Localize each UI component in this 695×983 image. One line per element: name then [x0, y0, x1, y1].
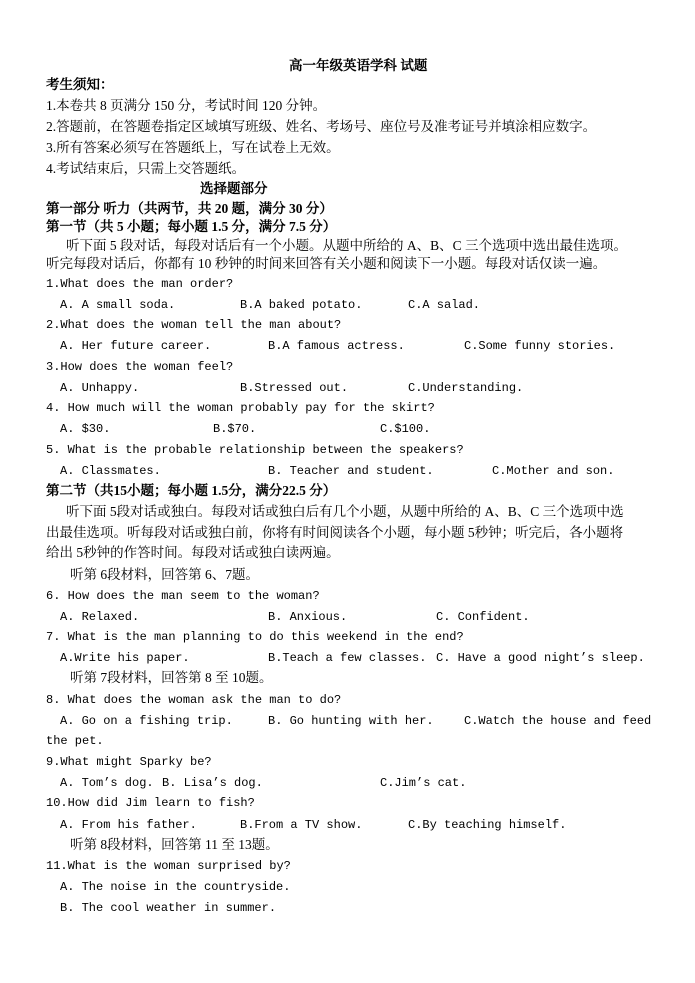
instruction-line: 听完每段对话后，你都有 10 秒钟的时间来回答有关小题和阅读下一小题。每段对话仅读一遍。 [46, 256, 607, 271]
option-c-continuation: the pet. [46, 734, 104, 748]
option-b: B.$70. [213, 422, 257, 436]
option-b: B.From a TV show. [240, 818, 363, 832]
part-heading: 第一部分 听力（共两节，共 20 题，满分 30 分） [46, 201, 333, 216]
option-b: B. The cool weather in summer. [60, 901, 277, 915]
question-stem: 9.What might Sparky be? [46, 755, 212, 769]
option-c: C.Watch the house and feed [464, 714, 652, 728]
material-note: 听第 8段材料，回答第 11 至 13题。 [70, 837, 279, 852]
question-stem: 3.How does the woman feel? [46, 360, 234, 374]
notice-item: 1.本卷共 8 页满分 150 分，考试时间 120 分钟。 [46, 98, 327, 113]
option-c: C.A salad. [408, 298, 481, 312]
instruction-line: 听下面 5段对话或独白。每段对话或独白后有几个小题，从题中所给的 A、B、C 三个选项中选 [66, 504, 624, 519]
option-a: A. Tom’s dog. [60, 776, 154, 790]
option-b: B. Lisa’s dog. [162, 776, 263, 790]
option-a: A. Her future career. [60, 339, 212, 353]
instruction-line: 出最佳选项。听每段对话或独白前，你将有时间阅读各个小题，每小题 5秒钟；听完后，各小题将 [46, 525, 624, 540]
option-a: A. From his father. [60, 818, 197, 832]
question-stem: 8. What does the woman ask the man to do? [46, 693, 342, 707]
option-c: C.Understanding. [408, 381, 524, 395]
section-heading: 选择题部分 [200, 181, 268, 196]
page-title: 高一年级英语学科 试题 [289, 58, 428, 73]
option-a: A. Go on a fishing trip. [60, 714, 233, 728]
option-b: B.A famous actress. [268, 339, 405, 353]
option-c: C. Have a good night’s sleep. [436, 651, 645, 665]
option-b: B.Teach a few classes. [268, 651, 427, 665]
option-b: B.A baked potato. [240, 298, 363, 312]
question-stem: 11.What is the woman surprised by? [46, 859, 291, 873]
question-stem: 5. What is the probable relationship between the speakers? [46, 443, 464, 457]
notice-item: 4.考试结束后，只需上交答题纸。 [46, 161, 246, 176]
notice-item: 2.答题前，在答题卷指定区域填写班级、姓名、考场号、座位号及准考证号并填涂相应数字。 [46, 119, 597, 134]
option-b: B.Stressed out. [240, 381, 349, 395]
notice-heading: 考生须知： [46, 77, 114, 92]
instruction-line: 给出 5秒钟的作答时间。每段对话或独白读两遍。 [46, 545, 340, 560]
option-c: C.Jim’s cat. [380, 776, 467, 790]
material-note: 听第 7段材料，回答第 8 至 10题。 [70, 670, 273, 685]
subsection-heading: 第一节（共 5 小题；每小题 1.5 分，满分 7.5 分） [46, 219, 337, 234]
instruction-line: 听下面 5 段对话，每段对话后有一个小题。从题中所给的 A、B、C 三个选项中选出最佳选项。 [66, 238, 628, 253]
notice-item: 3.所有答案必须写在答题纸上，写在试卷上无效。 [46, 140, 340, 155]
subsection-heading: 第二节（共15小题；每小题 1.5分，满分22.5 分） [46, 483, 337, 498]
option-a: A. Relaxed. [60, 610, 140, 624]
option-c: C.Mother and son. [492, 464, 615, 478]
option-a: A. Unhappy. [60, 381, 140, 395]
question-stem: 10.How did Jim learn to fish? [46, 796, 255, 810]
option-c: C.$100. [380, 422, 431, 436]
option-a: A. The noise in the countryside. [60, 880, 291, 894]
question-stem: 1.What does the man order? [46, 277, 234, 291]
option-a: A.Write his paper. [60, 651, 190, 665]
question-stem: 6. How does the man seem to the woman? [46, 589, 320, 603]
option-b: B. Go hunting with her. [268, 714, 434, 728]
option-c: C. Confident. [436, 610, 530, 624]
option-b: B. Anxious. [268, 610, 348, 624]
material-note: 听第 6段材料，回答第 6、7题。 [70, 567, 259, 582]
option-a: A. Classmates. [60, 464, 161, 478]
option-c: C.By teaching himself. [408, 818, 567, 832]
option-c: C.Some funny stories. [464, 339, 616, 353]
option-b: B. Teacher and student. [268, 464, 434, 478]
question-stem: 7. What is the man planning to do this weekend in the end? [46, 630, 464, 644]
question-stem: 4. How much will the woman probably pay for the skirt? [46, 401, 435, 415]
question-stem: 2.What does the woman tell the man about? [46, 318, 342, 332]
option-a: A. $30. [60, 422, 111, 436]
option-a: A. A small soda. [60, 298, 176, 312]
